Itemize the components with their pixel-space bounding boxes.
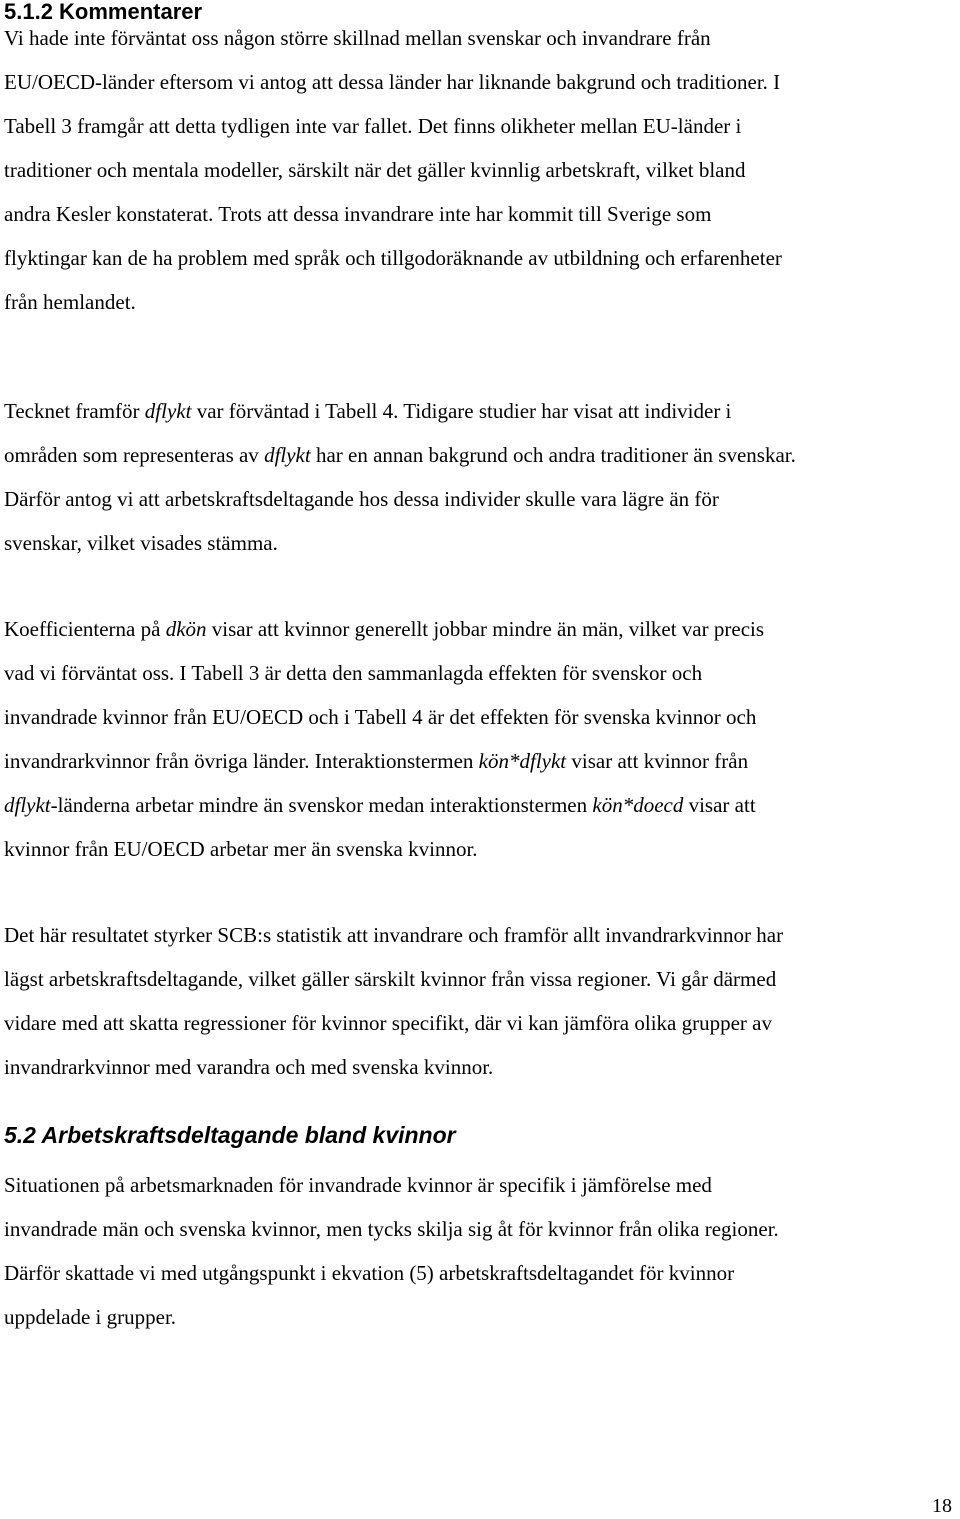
text-line: andra Kesler konstaterat. Trots att dessa invandrare inte har kommit till Sverige som — [4, 202, 712, 226]
text-line: från hemlandet. — [4, 290, 136, 314]
text-line: svenskar, vilket visades stämma. — [4, 531, 278, 555]
italic-term: kön*doecd — [592, 793, 684, 817]
paragraph-4 — [4, 913, 956, 1089]
italic-term: dflykt — [264, 443, 311, 467]
text-line — [4, 607, 956, 651]
paragraph-1 — [4, 16, 956, 324]
text-line: invandrade kvinnor från EU/OECD och i Tabell 4 är det effekten för svenska kvinnor och — [4, 705, 757, 729]
text-line: Vi hade inte förväntat oss någon större skillnad mellan svenskar och invandrare från — [4, 26, 711, 50]
italic-term: kön*dflykt — [478, 749, 567, 773]
italic-term: dflykt — [144, 399, 192, 423]
text-line: Tabell 3 framgår att detta tydligen inte var fallet. Det finns olikheter mellan EU-länder i — [4, 114, 742, 138]
text-run: visar att kvinnor från — [566, 749, 749, 773]
text-line: Därför antog vi att arbetskraftsdeltagande hos dessa individer skulle vara lägre än för — [4, 487, 719, 511]
text-line: invandrade män och svenska kvinnor, men tycks skilja sig åt för kvinnor från olika regioner. — [4, 1217, 779, 1241]
text-line: lägst arbetskraftsdeltagande, vilket gäller särskilt kvinnor från vissa regioner. Vi går därmed — [4, 967, 777, 991]
text-line: flyktingar kan de ha problem med språk och tillgodoräknande av utbildning och erfarenheter — [4, 246, 782, 270]
text-line: vidare med att skatta regressioner för kvinnor specifikt, där vi kan jämföra olika grupper av — [4, 1011, 772, 1035]
text-line: traditioner och mentala modeller, särskilt när det gäller kvinnlig arbetskraft, vilket bland — [4, 158, 746, 182]
text-line: Situationen på arbetsmarknaden för invandrade kvinnor är specifik i jämförelse med — [4, 1173, 712, 1197]
text-run: Koefficienterna på — [4, 617, 166, 641]
text-line: vad vi förväntat oss. I Tabell 3 är detta den sammanlagda effekten för svenskor och — [4, 661, 703, 685]
text-line — [4, 389, 956, 433]
text-line — [4, 739, 956, 783]
section-heading: 5.1.2 Kommentarer — [4, 0, 203, 24]
text-run: visar att kvinnor generellt jobbar mindre än män, vilket var precis — [206, 617, 765, 641]
paragraph-2 — [4, 389, 956, 565]
text-run: -länderna arbetar mindre än svenskor medan interaktionstermen — [50, 793, 593, 817]
subsection-heading: 5.2 Arbetskraftsdeltagande bland kvinnor — [4, 1122, 456, 1148]
text-line — [4, 783, 956, 827]
italic-term: dkön — [165, 617, 207, 641]
text-line — [4, 433, 956, 477]
page-number: 18 — [932, 1495, 952, 1517]
text-line: Därför skattade vi med utgångspunkt i ekvation (5) arbetskraftsdeltagandet för kvinnor — [4, 1261, 735, 1285]
italic-term: dflykt — [4, 793, 51, 817]
text-line: invandrarkvinnor med varandra och med svenska kvinnor. — [4, 1055, 494, 1079]
text-line: Det här resultatet styrker SCB:s statistik att invandrare och framför allt invandrarkvinnor har — [4, 923, 784, 947]
text-line: EU/OECD-länder eftersom vi antog att dessa länder har liknande bakgrund och traditioner. I — [4, 70, 781, 94]
text-run: invandrarkvinnor från övriga länder. Interaktionstermen — [4, 749, 479, 773]
text-line: uppdelade i grupper. — [4, 1305, 177, 1329]
text-line: kvinnor från EU/OECD arbetar mer än svenska kvinnor. — [4, 837, 478, 861]
paragraph-3 — [4, 607, 956, 871]
text-run: har en annan bakgrund och andra traditioner än svenskar. — [310, 443, 796, 467]
text-run: Tecknet framför — [4, 399, 145, 423]
text-run: var förväntad i Tabell 4. Tidigare studier har visat att individer i — [191, 399, 732, 423]
text-run: visar att — [683, 793, 756, 817]
text-run: områden som representeras av — [4, 443, 265, 467]
paragraph-5 — [4, 1163, 956, 1339]
